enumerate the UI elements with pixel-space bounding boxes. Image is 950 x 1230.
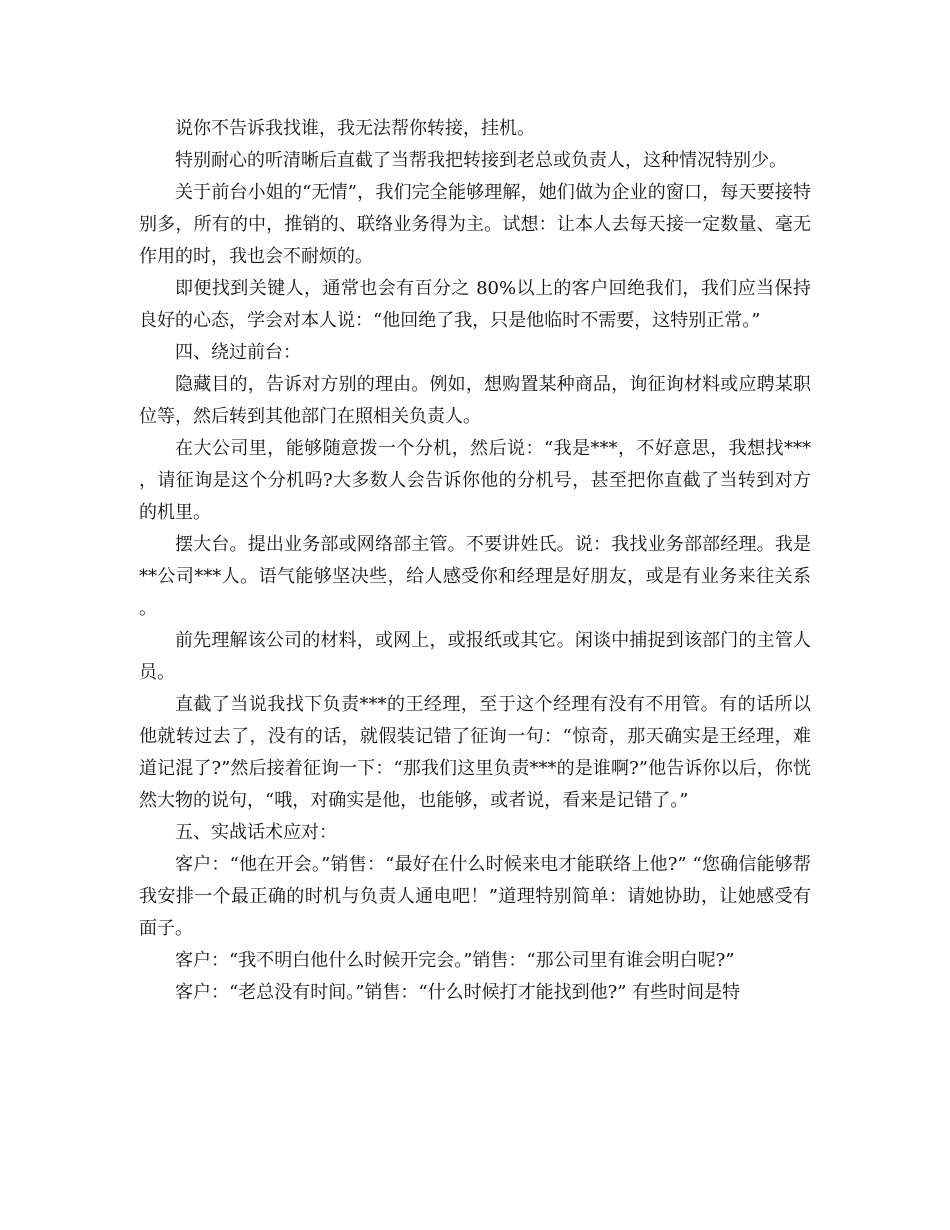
paragraph: 客户：“他在开会。”销售：“最好在什么时候来电才能联络上他?” “您确信能够帮我安排一个最正确的时机与负责人通电吧！”道理特别简单：请她协助，让她感受有面子。 [139, 854, 811, 939]
paragraph: 摆大台。提出业务部或网络部主管。不要讲姓氏。说：我找业务部部经理。我是**公司***人。语气能够坚决些，给人感受你和经理是好朋友，或是有业务来往关系。 [139, 534, 811, 619]
paragraph: 隐藏目的，告诉对方别的理由。例如，想购置某种商品，询征询材料或应聘某职位等，然后转到其他部门在照相关负责人。 [139, 374, 811, 427]
paragraph: 说你不告诉我找谁，我无法帮你转接，挂机。 [175, 118, 535, 139]
paragraph: 在大公司里，能够随意拨一个分机，然后说：“我是***，不好意思，我想找***，请征询是这个分机吗?大多数人会告诉你他的分机号，甚至把你直截了当转到对方的机里。 [139, 438, 811, 523]
section-heading: 四、绕过前台： [175, 342, 301, 363]
paragraph: 直截了当说我找下负责***的王经理，至于这个经理有没有不用管。有的话所以他就转过去了，没有的话，就假装记错了征询一句：“惊奇，那天确实是王经理，难道记混了?”然后接着征询一下：“那我们这里负责***的是谁啊?”他告诉你以后，你恍然大物的说句，“哦，对确实是他，也能够，或者说，看来是记错了。” [139, 694, 811, 811]
document-body [139, 113, 811, 1009]
paragraph: 关于前台小姐的“无情”，我们完全能够理解，她们做为企业的窗口，每天要接特别多，所有的中，推销的、联络业务得为主。试想：让本人去每天接一定数量、毫无作用的时，我也会不耐烦的。 [139, 182, 811, 267]
paragraph: 前先理解该公司的材料，或网上，或报纸或其它。闲谈中捕捉到该部门的主管人员。 [139, 630, 811, 683]
paragraph: 特别耐心的听清晰后直截了当帮我把转接到老总或负责人，这种情况特别少。 [175, 150, 787, 171]
section-heading: 五、实战话术应对： [175, 822, 337, 843]
paragraph: 客户：“我不明白他什么时候开完会。”销售：“那公司里有谁会明白呢?” [175, 950, 735, 971]
paragraph: 即便找到关键人，通常也会有百分之 80%以上的客户回绝我们，我们应当保持良好的心态，学会对本人说：“他回绝了我，只是他临时不需要，这特别正常。” [139, 278, 811, 331]
paragraph: 客户：“老总没有时间。”销售：“什么时候打才能找到他?” 有些时间是特 [175, 982, 741, 1003]
